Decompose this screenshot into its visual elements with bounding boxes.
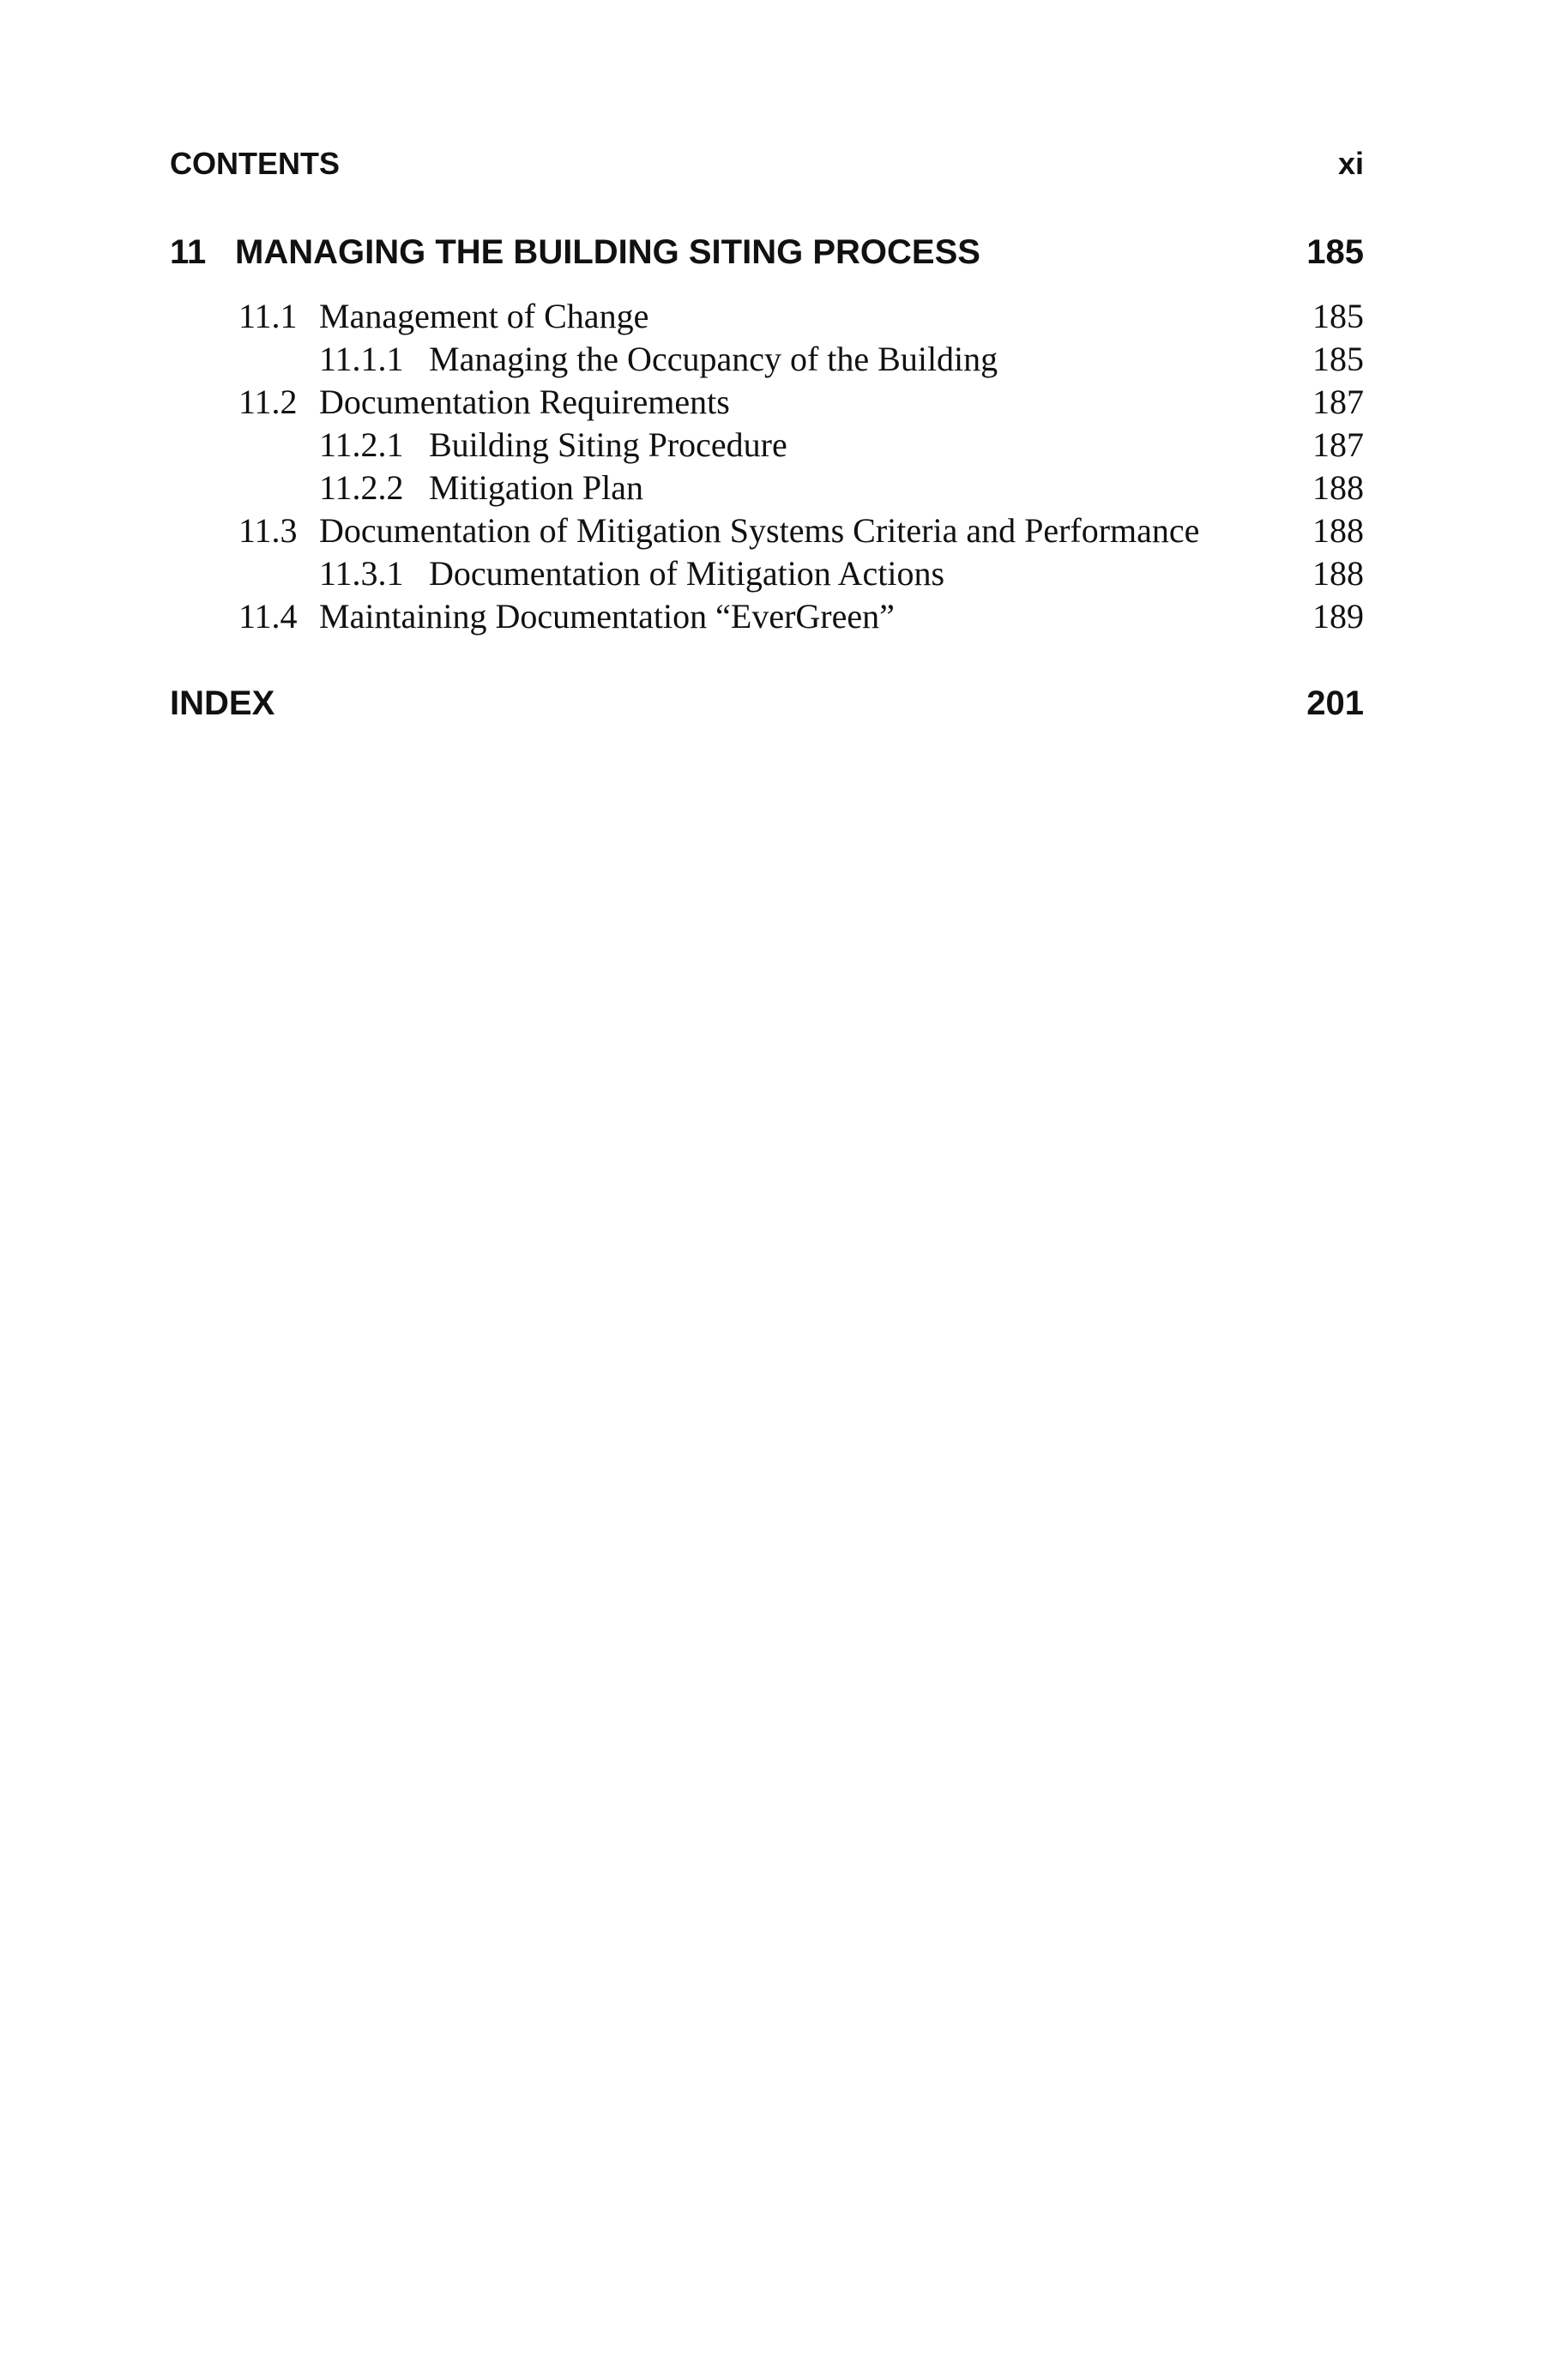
toc-entry-page: 188 <box>1312 554 1364 593</box>
toc-entry[interactable] <box>170 467 1364 509</box>
toc-entry-page: 187 <box>1312 425 1364 464</box>
toc-entry-page: 188 <box>1312 511 1364 550</box>
running-head <box>170 144 1364 184</box>
running-head-page-number: xi <box>1337 146 1364 181</box>
toc-entry[interactable] <box>170 552 1364 595</box>
toc-entry-title: Building Siting Procedure <box>429 425 787 464</box>
toc-entry-page: 185 <box>1312 297 1364 335</box>
toc-entry-title: Management of Change <box>319 297 649 335</box>
toc-entry-number: 11.2.2 <box>319 468 404 507</box>
toc-entry[interactable] <box>170 381 1364 424</box>
toc-entry[interactable] <box>170 424 1364 467</box>
toc-entry-title: Mitigation Plan <box>429 468 643 507</box>
toc-entry-title: Documentation Requirements <box>319 383 730 421</box>
toc-entry[interactable] <box>170 595 1364 638</box>
toc-chapter-heading[interactable] <box>170 230 1364 274</box>
index-title: INDEX <box>170 684 275 722</box>
toc-entry-number: 11.3 <box>238 511 298 550</box>
toc-entry[interactable] <box>170 338 1364 381</box>
chapter-title: MANAGING THE BUILDING SITING PROCESS <box>235 233 980 271</box>
toc-entry-page: 188 <box>1312 468 1364 507</box>
toc-entry-number: 11.1 <box>238 297 298 335</box>
toc-entry[interactable] <box>170 509 1364 552</box>
index-page: 201 <box>1306 684 1364 722</box>
running-head-section: CONTENTS <box>170 146 340 181</box>
chapter-page: 185 <box>1306 233 1364 271</box>
toc-index-heading[interactable] <box>170 681 1364 726</box>
toc-entry-page: 187 <box>1312 383 1364 421</box>
toc-entry-number: 11.1.1 <box>319 340 404 378</box>
toc-entry-title: Documentation of Mitigation Systems Criteria and Performance <box>319 511 1200 550</box>
toc-entry-page: 185 <box>1312 340 1364 378</box>
toc-entry-title: Documentation of Mitigation Actions <box>429 554 945 593</box>
toc-entry[interactable] <box>170 295 1364 338</box>
toc-entry-number: 11.2.1 <box>319 425 404 464</box>
toc-entry-title: Maintaining Documentation “EverGreen” <box>319 597 895 636</box>
toc-entry-list <box>170 295 1364 638</box>
toc-entry-number: 11.4 <box>238 597 298 636</box>
toc-entry-page: 189 <box>1312 597 1364 636</box>
chapter-number: 11 <box>170 233 207 271</box>
toc-entry-number: 11.3.1 <box>319 554 404 593</box>
toc-entry-number: 11.2 <box>238 383 298 421</box>
toc-entry-title: Managing the Occupancy of the Building <box>429 340 998 378</box>
